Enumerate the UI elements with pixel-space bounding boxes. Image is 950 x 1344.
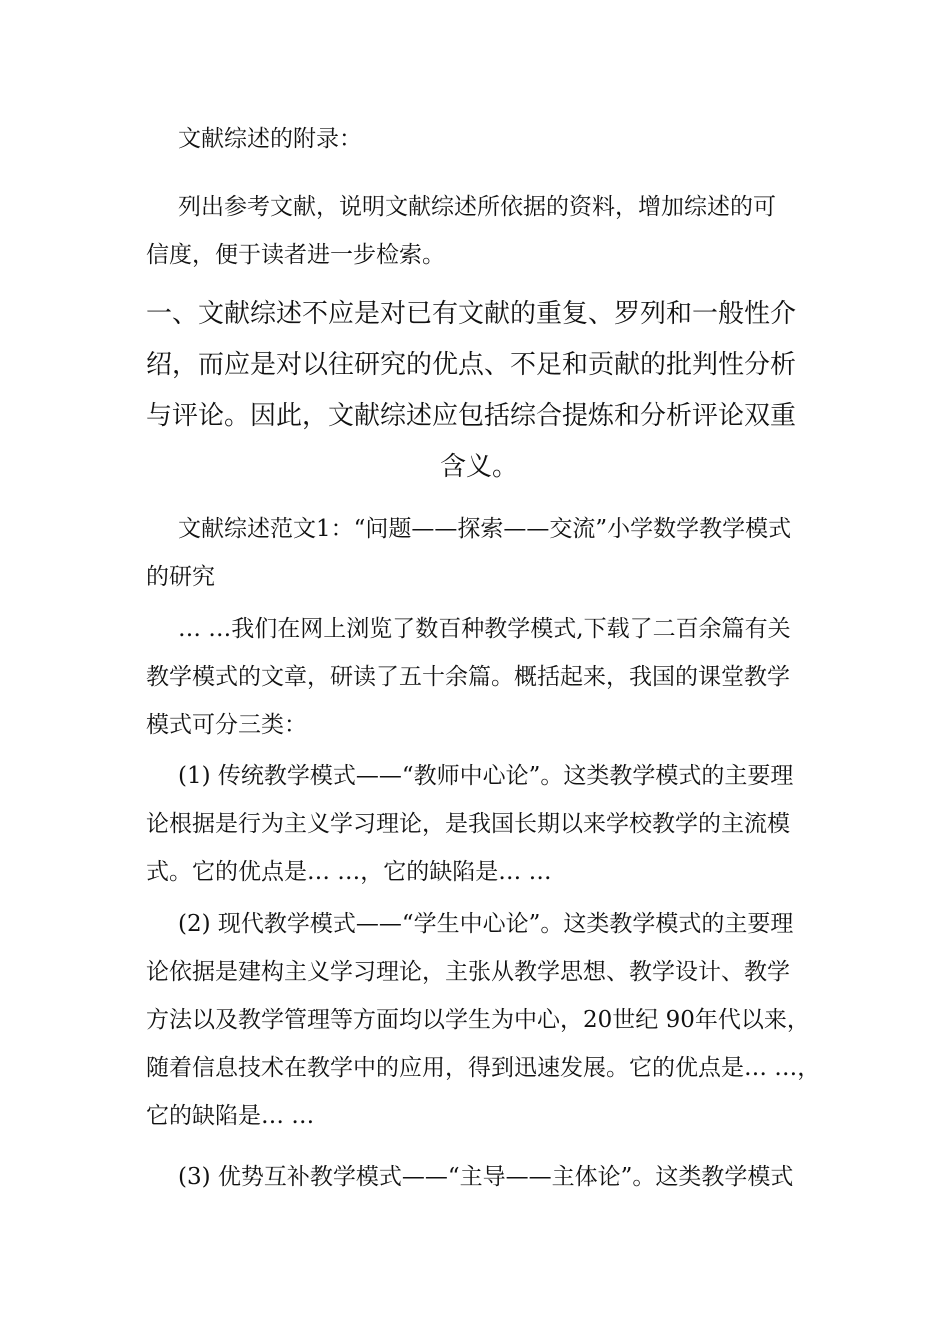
text-line: … …我们在网上浏览了数百种教学模式,下载了二百余篇有关 [178, 616, 791, 642]
text-line: 教学模式的文章，研读了五十余篇。概括起来，我国的课堂教学 [146, 664, 790, 690]
text-line: 与评论。因此，文献综述应包括综合提炼和分析评论双重 [146, 401, 797, 431]
text-line: 论根据是行为主义学习理论，是我国长期以来学校教学的主流模 [146, 811, 790, 837]
text-line: 论依据是建构主义学习理论，主张从教学思想、教学设计、教学 [146, 959, 790, 985]
text-line: (3) 优势互补教学模式——“主导——主体论”。这类教学模式 [178, 1164, 794, 1190]
text-line: 式。它的优点是… …，它的缺陷是… … [146, 859, 552, 885]
text-line: 列出参考文献，说明文献综述所依据的资料，增加综述的可 [178, 194, 776, 220]
text-line: 信度，便于读者进一步检索。 [146, 242, 445, 268]
text-line: (2) 现代教学模式——“学生中心论”。这类教学模式的主要理 [178, 911, 794, 937]
list-item-3 [146, 1153, 816, 1201]
text-line: 方法以及教学管理等方面均以学生为中心，20世纪 90年代以来， [146, 1007, 810, 1033]
text-line: (1) 传统教学模式——“教师中心论”。这类教学模式的主要理 [178, 763, 794, 789]
text-line: 它的缺陷是… … [146, 1103, 315, 1129]
principle-paragraph [146, 289, 812, 493]
text-line: 一、文献综述不应是对已有文献的重复、罗列和一般性介 [146, 299, 797, 329]
text-line: 文献综述范文1：“问题——探索——交流”小学数学教学模式 [178, 516, 792, 542]
text-line: 含义。 [439, 452, 518, 482]
text-line: 模式可分三类： [146, 712, 307, 738]
intro-paragraph [146, 605, 816, 749]
example-title [146, 505, 816, 601]
list-item-2 [146, 900, 821, 1140]
text-line: 的研究 [146, 564, 215, 590]
text-line: 文献综述的附录： [178, 126, 362, 152]
appendix-paragraph [146, 183, 816, 279]
appendix-heading [178, 115, 362, 163]
list-item-1 [146, 752, 816, 896]
text-line: 绍，而应是对以往研究的优点、不足和贡献的批判性分析 [146, 350, 797, 380]
text-line: 随着信息技术在教学中的应用，得到迅速发展。它的优点是… …， [146, 1055, 821, 1081]
